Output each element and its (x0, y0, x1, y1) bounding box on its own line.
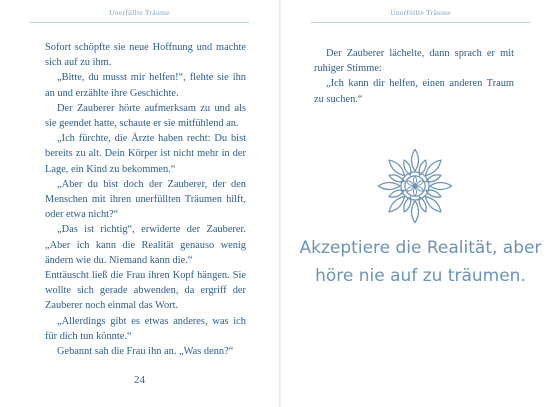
paragraph: „Ich fürchte, die Ärzte haben recht: Du bist bereits zu alt. Dein Körper ist nicht mehr in der Lage, ein Kind zu bekommen.“ (45, 133, 246, 175)
paragraph: Der Zauberer hörte aufmerksam zu und als sie geendet hatte, schaute er sie mitfühlend an. (45, 102, 246, 130)
left-page (0, 0, 279, 407)
paragraph: Gebannt sah die Frau ihn an. „Was denn?“ (57, 346, 234, 358)
mandala-ornament-icon (376, 147, 454, 225)
quote-line: Akzeptiere die Realität, aber (299, 238, 542, 258)
paragraph: Sofort schöpfte sie neue Hoffnung und machte sich auf zu ihm. (45, 42, 246, 69)
page-number: 24 (134, 374, 145, 386)
paragraph: „Ich kann dir helfen, einen anderen Traum zu suchen.“ (314, 78, 514, 105)
header-rule-left (30, 22, 249, 23)
paragraph: „Das ist richtig“, erwiderte der Zauberer. „Aber ich kann die Realität genauso wenig ändern wie du. Niemand kann die.“ (45, 224, 246, 266)
quote-line: höre nie auf zu träumen. (315, 266, 526, 286)
paragraph: „Bitte, du musst mir helfen!“, flehte sie ihn an und erzählte ihre Geschichte. (45, 72, 246, 99)
left-body-text (45, 40, 246, 359)
header-rule-right (311, 22, 530, 23)
paragraph: Enttäuscht ließ die Frau ihren Kopf hängen. Sie wollte sich gerade abwenden, da ergriff der Zauberer noch einmal das Wort. (45, 270, 246, 312)
running-head-left: Unerfüllte Träume (109, 8, 170, 17)
paragraph: „Aber du bist doch der Zauberer, der den Menschen mit ihren unerfüllten Träumen hilft, oder etwa nicht?“ (45, 178, 246, 221)
paragraph: „Allerdings gibt es etwas anderes, was ich für dich tun könnte.“ (45, 315, 246, 342)
running-head-right: Unerfüllte Träume (390, 8, 451, 17)
right-page (281, 0, 560, 407)
paragraph: Der Zauberer lächelte, dann sprach er mit ruhiger Stimme: (314, 48, 514, 75)
quote-text (281, 234, 560, 290)
right-body-text (314, 46, 514, 107)
